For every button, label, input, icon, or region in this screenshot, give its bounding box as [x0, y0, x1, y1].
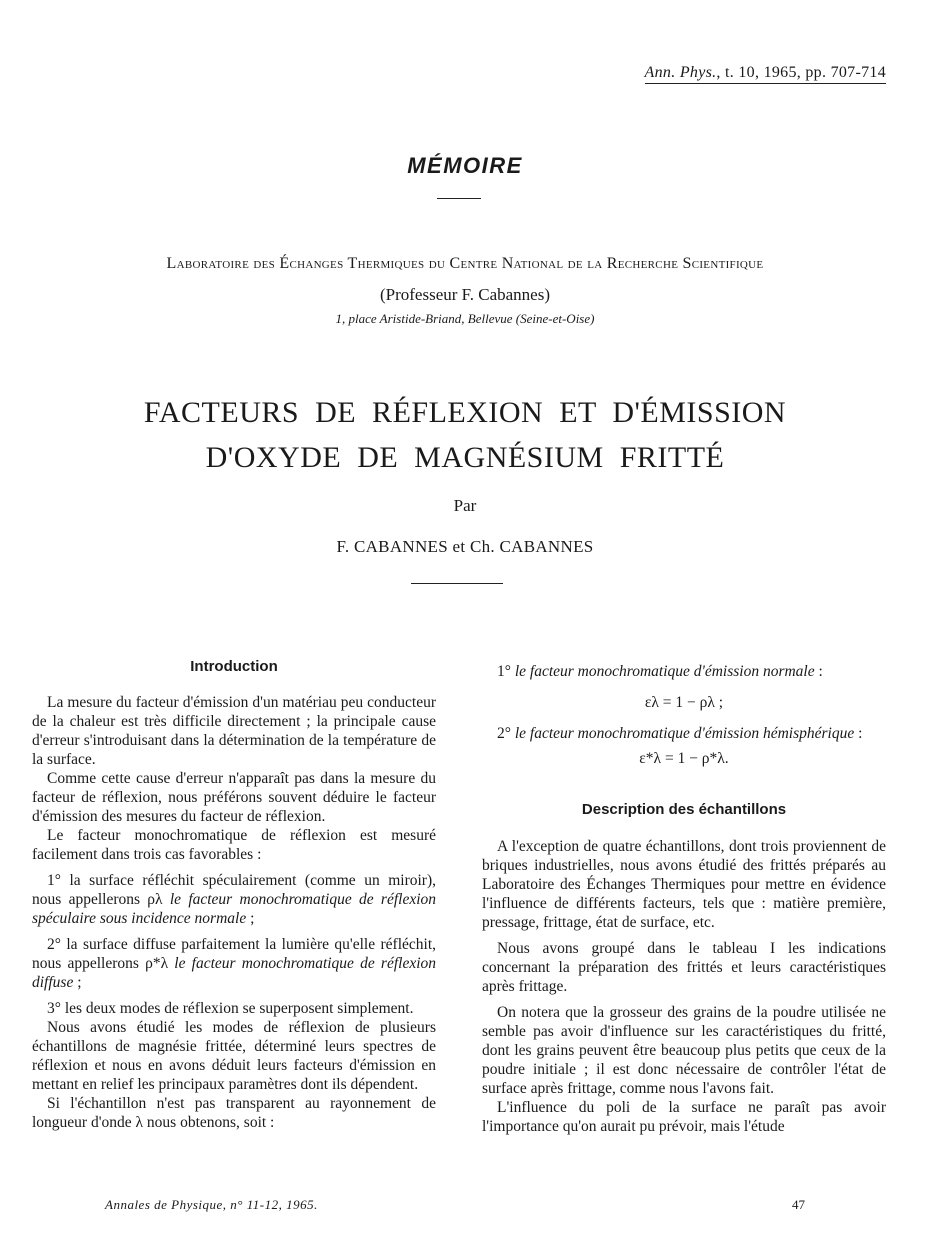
intro-paragraph-2: Comme cette cause d'erreur n'apparaît pas dans la mesure du facteur de réflexion, nous préférons souvent déduire le facteur d'émission des mesures du facteur de réflexion. [32, 770, 436, 825]
emission-item-2-italic: le facteur monochromatique d'émission hémisphérique [514, 725, 855, 742]
equation-1: ελ = 1 − ρλ ; [644, 694, 724, 711]
authors: F. CABANNES et Ch. CABANNES [336, 537, 594, 556]
samples-paragraph-2: Nous avons groupé dans le tableau I les indications concernant la préparation des frittés et leurs caractéristiques après frittage. [482, 940, 886, 995]
intro-paragraph-5: Si l'échantillon n'est pas transparent au rayonnement de longueur d'onde λ nous obtenons, soit : [32, 1095, 436, 1131]
address-line: 1, place Aristide-Briand, Bellevue (Seine-et-Oise) [335, 311, 595, 326]
left-column [32, 657, 436, 1132]
intro-paragraph-1: La mesure du facteur d'émission d'un matériau peu conducteur de la chaleur est très difficile directement ; la principale cause d'erreur s'introduisant dans la détermination de la température de la surface. [32, 694, 436, 768]
section-rule [437, 198, 481, 199]
emission-item-2-end: : [854, 725, 863, 742]
item-1-italic: le facteur monochromatique de réflexion spéculaire sous incidence normale [32, 891, 437, 927]
title-rule [411, 583, 503, 584]
article-title [0, 390, 930, 480]
citation-details: , t. 10, 1965, pp. 707-714 [716, 64, 886, 81]
journal-citation [645, 64, 886, 84]
title-line-1: FACTEURS DE RÉFLEXION ET D'ÉMISSION [143, 396, 787, 429]
page-number: 47 [792, 1197, 805, 1212]
intro-item-1 [32, 871, 436, 928]
intro-item-2 [32, 935, 436, 992]
item-1-end: ; [246, 910, 255, 927]
intro-item-3: 3° les deux modes de réflexion se superposent simplement. [47, 1000, 414, 1017]
item-2-italic: le facteur monochromatique de réflexion diffuse [32, 955, 437, 991]
by-label: Par [453, 496, 477, 515]
item-2-end: ; [73, 974, 82, 991]
laboratory-affiliation: Laboratoire des Échanges Thermiques du Centre National de la Recherche Scientifique [166, 255, 764, 272]
item-2-lead: 2° la surface diffuse parfaitement la lumière qu'elle réfléchit, nous appellerons ρ*λ [32, 936, 436, 972]
emission-item-2 [482, 724, 886, 743]
footer-journal-line: Annales de Physique, n° 11-12, 1965. [105, 1197, 318, 1212]
samples-paragraph-4: L'influence du poli de la surface ne paraît pas avoir l'importance qu'on aurait pu prévoir, mais l'étude [482, 1099, 886, 1135]
samples-heading: Description des échantillons [581, 801, 787, 818]
introduction-heading: Introduction [190, 658, 278, 675]
intro-paragraph-4: Nous avons étudié les modes de réflexion de plusieurs échantillons de magnésie frittée, déterminé leurs spectres de réflexion et nous en avons déduit leurs facteurs d'émission en mettant en relief les principaux paramètres dont ils dépendent. [32, 1019, 436, 1093]
samples-paragraph-1: A l'exception de quatre échantillons, dont trois proviennent de briques industrielles, nous avons étudié des frittés préparés au Laboratoire des Échanges Thermiques pour mettre en évidence l'influence de différents facteurs, tels que : matière première, pressage, frittage, état de surface, etc. [482, 838, 886, 931]
journal-name: Ann. Phys. [644, 64, 717, 81]
item-1-lead: 1° la surface réfléchit spéculairement (comme un miroir), nous appellerons ρλ [32, 872, 436, 908]
emission-item-1-number: 1° [497, 663, 511, 680]
equation-2: ε*λ = 1 − ρ*λ. [639, 750, 729, 767]
title-line-2: D'OXYDE DE MAGNÉSIUM FRITTÉ [205, 441, 725, 474]
emission-item-1-italic: le facteur monochromatique d'émission normale [514, 663, 815, 680]
samples-paragraph-3: On notera que la grosseur des grains de la poudre utilisée ne semble pas avoir d'influence sur les caractéristiques du fritté, dont les grains peuvent être beaucoup plus petits que ceux de la poudre initiale ; il est donc nécessaire de contrôler l'état de surface après frittage, comme nous l'avons fait. [482, 1004, 886, 1097]
right-column [482, 662, 886, 1136]
emission-item-1-end: : [814, 663, 823, 680]
professor-line: (Professeur F. Cabannes) [379, 285, 551, 304]
intro-paragraph-3: Le facteur monochromatique de réflexion est mesuré facilement dans trois cas favorables : [32, 827, 436, 863]
emission-item-2-number: 2° [497, 725, 511, 742]
emission-item-1 [482, 662, 886, 681]
section-label: MÉMOIRE [407, 153, 523, 178]
